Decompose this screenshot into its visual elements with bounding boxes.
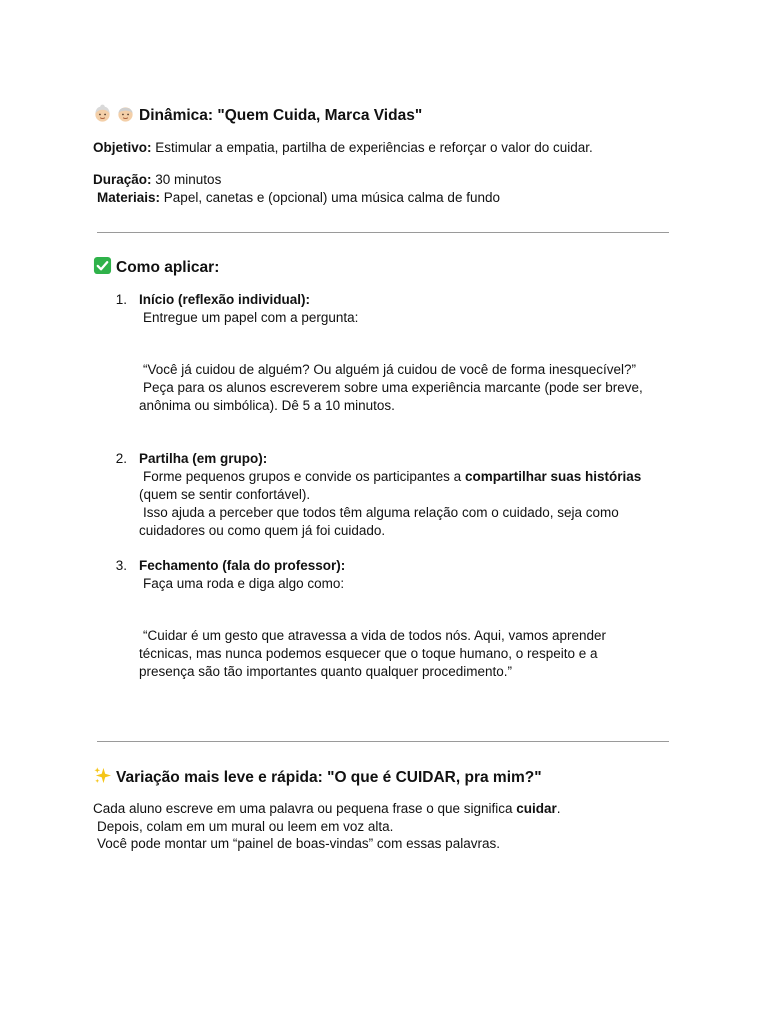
materials-label: Materiais:	[97, 190, 161, 205]
page-title-row	[93, 104, 422, 129]
list-item-quote: “Você já cuidou de alguém? Ou alguém já cuidou de você de forma inesquecível?”	[143, 362, 637, 377]
variation-text: Você pode montar um “painel de boas-vindas” com essas palavras.	[97, 836, 500, 851]
objective-text: Estimular a empatia, partilha de experiências e reforçar o valor do cuidar.	[155, 140, 593, 155]
list-item-quote: técnicas, mas nunca podemos esquecer que o toque humano, o respeito e a	[139, 646, 598, 661]
list-item-title: Partilha (em grupo):	[139, 451, 268, 466]
sparkles-icon	[93, 766, 112, 791]
list-item-number: 2.	[115, 451, 127, 466]
duration-text: 30 minutos	[155, 172, 222, 187]
elderly-man-icon	[116, 104, 135, 129]
list-item-text: anônima ou simbólica). Dê 5 a 10 minutos.	[139, 398, 395, 413]
materials-text: Papel, canetas e (opcional) uma música calma de fundo	[163, 190, 500, 205]
list-item-number: 3.	[115, 558, 127, 573]
elderly-woman-icon	[93, 104, 112, 129]
list-item-quote: “Cuidar é um gesto que atravessa a vida de todos nós. Aqui, vamos aprender	[143, 628, 607, 643]
variation-text-row	[93, 800, 561, 818]
variation-emphasis: cuidar	[516, 801, 557, 816]
section-heading-apply: Como aplicar:	[116, 259, 220, 276]
duration-line	[93, 171, 221, 189]
duration-label: Duração:	[93, 172, 152, 187]
list-item-title: Início (reflexão individual):	[139, 292, 311, 307]
list-item-text: Entregue um papel com a pergunta:	[143, 310, 359, 325]
list-item-text: cuidadores ou como quem já foi cuidado.	[139, 523, 386, 538]
variation-text: Cada aluno escreve em uma palavra ou pequena frase o que significa	[93, 801, 513, 816]
objective-label: Objetivo:	[93, 140, 152, 155]
list-item-number: 1.	[115, 292, 127, 307]
list-item-quote: presença são tão importantes quanto qualquer procedimento.”	[139, 664, 512, 679]
section-heading-apply-row	[93, 256, 219, 281]
list-item-text: Faça uma roda e diga algo como:	[143, 576, 345, 591]
objective-line	[93, 139, 593, 157]
section-heading-variation-row	[93, 766, 542, 791]
divider	[97, 741, 669, 742]
list-item-text-row	[143, 468, 641, 486]
section-heading-variation: Variação mais leve e rápida: "O que é CUIDAR, pra mim?"	[116, 769, 542, 786]
page-title: Dinâmica: "Quem Cuida, Marca Vidas"	[139, 107, 423, 124]
list-item-text: Forme pequenos grupos e convide os participantes a	[143, 469, 462, 484]
list-item-text: Peça para os alunos escreverem sobre uma experiência marcante (pode ser breve,	[143, 380, 643, 395]
variation-text: Depois, colam em um mural ou leem em voz alta.	[97, 819, 394, 834]
list-item-emphasis: compartilhar suas histórias	[464, 469, 642, 484]
list-item-title: Fechamento (fala do professor):	[139, 558, 346, 573]
check-mark-icon	[93, 256, 112, 281]
variation-punctuation: .	[556, 801, 561, 816]
list-item-text: (quem se sentir confortável).	[139, 487, 311, 502]
list-item-text: Isso ajuda a perceber que todos têm alguma relação com o cuidado, seja como	[143, 505, 619, 520]
divider	[97, 232, 669, 233]
materials-line	[97, 189, 500, 207]
